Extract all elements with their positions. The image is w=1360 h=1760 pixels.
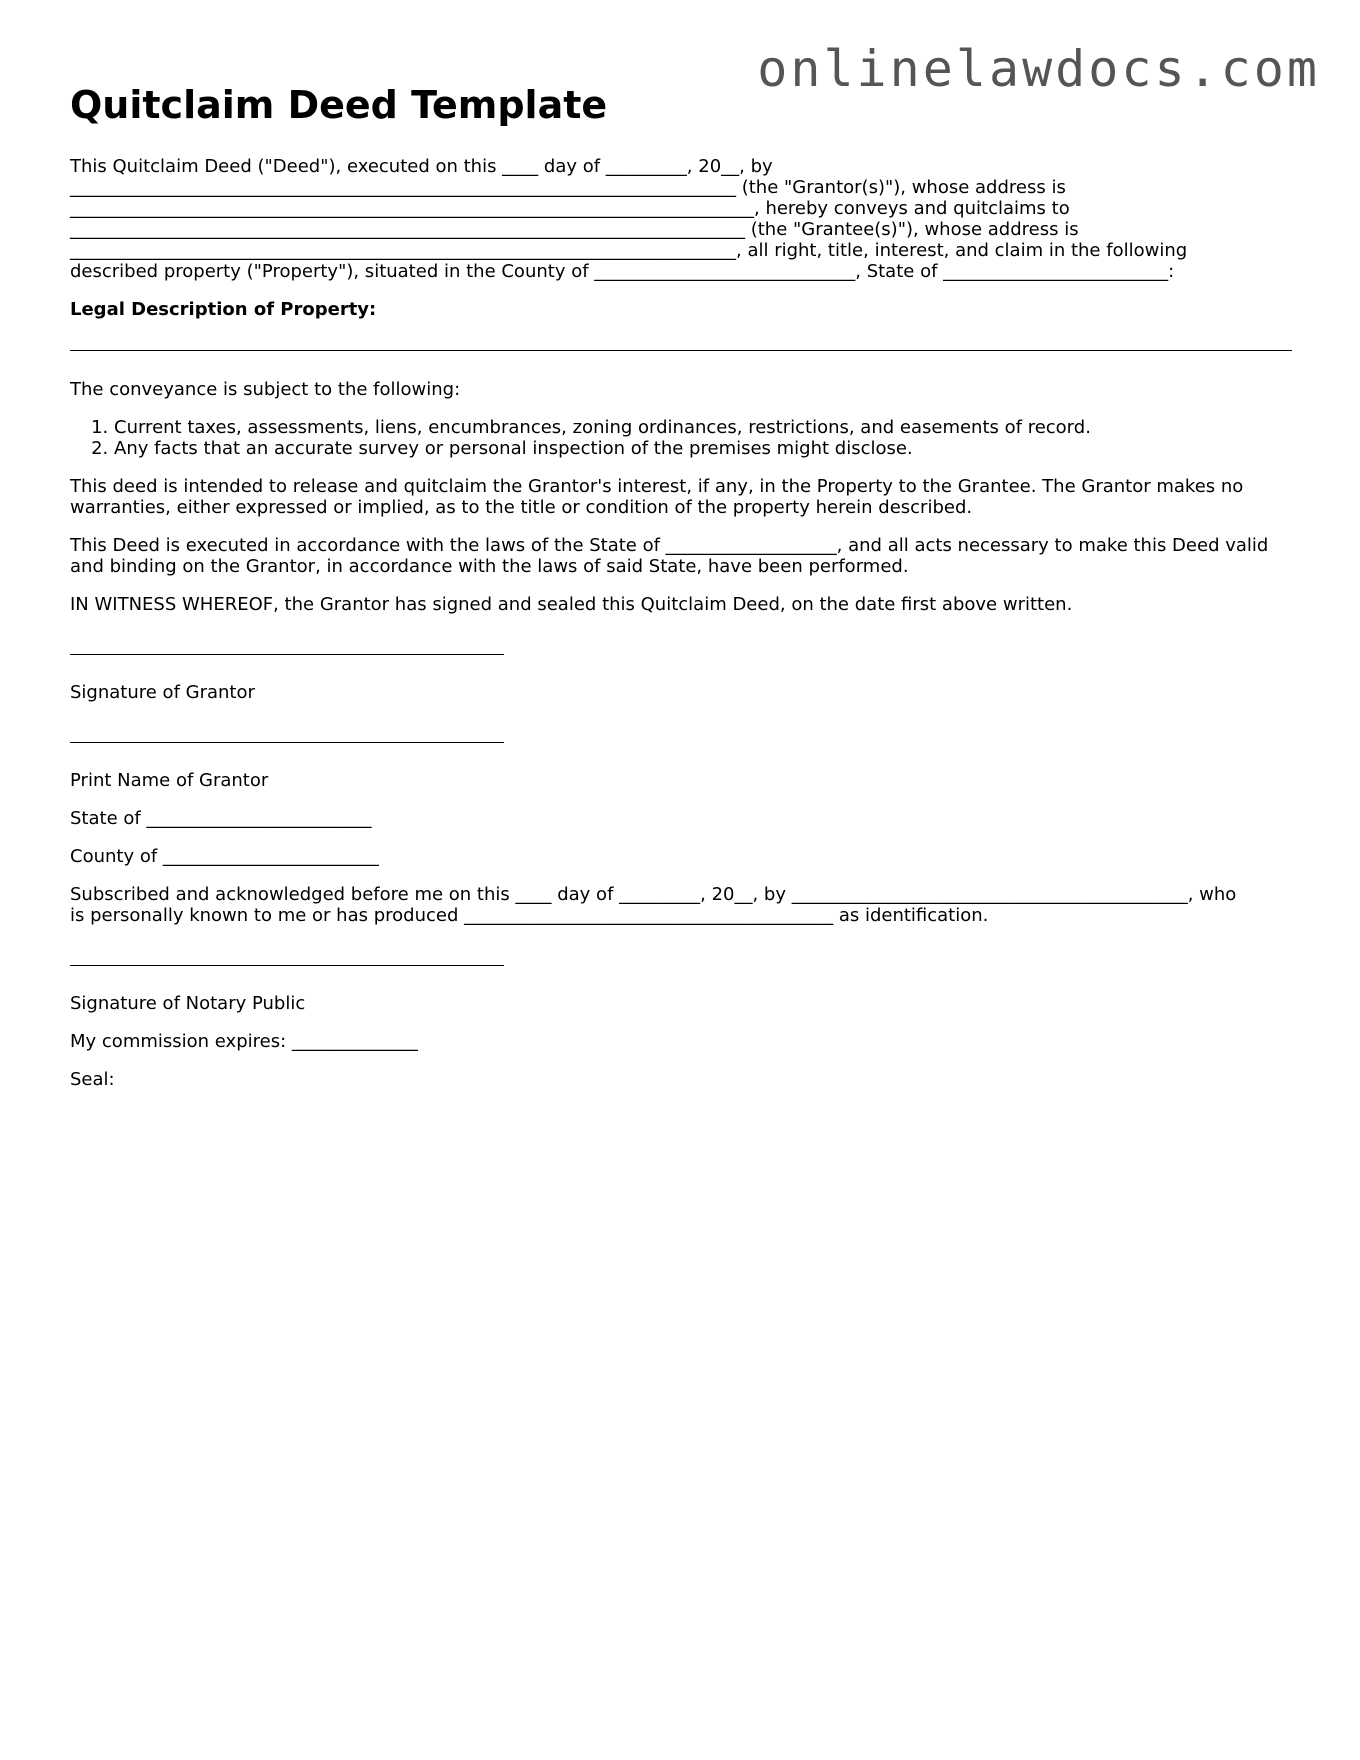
grantor-signature-label: Signature of Grantor — [70, 682, 255, 703]
opening-line: This Quitclaim Deed ("Deed"), executed on this ____ day of _________, 20__, by — [70, 156, 773, 177]
subscribed-line: is personally known to me or has produced _________________________________________ as identification. — [70, 905, 989, 926]
opening-line: ____________________________________________________________________________, hereby conveys and quitclaims to — [70, 198, 1070, 219]
commission-expires-field: My commission expires: ______________ — [70, 1031, 418, 1052]
legal-description-line — [70, 350, 1292, 351]
county-field: County of ________________________ — [70, 846, 379, 867]
document-page — [70, 82, 1292, 1107]
conditions-list — [70, 417, 1292, 459]
watermark: onlinelawdocs.com — [757, 40, 1320, 98]
condition-item: 1. Current taxes, assessments, liens, encumbrances, zoning ordinances, restrictions, and easements of record. — [114, 417, 1292, 438]
notary-signature-line — [70, 965, 504, 966]
witness-paragraph: IN WITNESS WHEREOF, the Grantor has signed and sealed this Quitclaim Deed, on the date first above written. — [70, 594, 1073, 615]
opening-line: described property ("Property"), situated in the County of _____________________________, State of _________________________: — [70, 261, 1175, 282]
laws-line: This Deed is executed in accordance with the laws of the State of ___________________, and all acts necessary to make this Deed valid — [70, 535, 1269, 556]
subscribed-paragraph — [70, 884, 1292, 926]
print-name-label: Print Name of Grantor — [70, 770, 269, 791]
subscribed-line: Subscribed and acknowledged before me on this ____ day of _________, 20__, by ____________________________________________, who — [70, 884, 1237, 905]
laws-line: and binding on the Grantor, in accordance with the laws of said State, have been performed. — [70, 556, 909, 577]
grantor-print-name-line — [70, 742, 504, 743]
notary-signature-label: Signature of Notary Public — [70, 993, 306, 1014]
opening-line: ___________________________________________________________________________ (the "Grantee(s)"), whose address is — [70, 219, 1079, 240]
condition-item: 2. Any facts that an accurate survey or personal inspection of the premises might disclose. — [114, 438, 1292, 459]
opening-line: __________________________________________________________________________ (the "Grantor(s)"), whose address is — [70, 177, 1066, 198]
legal-description-heading: Legal Description of Property: — [70, 299, 377, 320]
opening-line: __________________________________________________________________________, all right, title, interest, and claim in the following — [70, 240, 1188, 261]
seal-label: Seal: — [70, 1069, 115, 1090]
grantor-signature-line — [70, 654, 504, 655]
conveyance-intro: The conveyance is subject to the following: — [70, 379, 461, 400]
release-line: warranties, either expressed or implied, as to the title or condition of the property herein described. — [70, 497, 973, 518]
state-field: State of _________________________ — [70, 808, 372, 829]
release-line: This deed is intended to release and quitclaim the Grantor's interest, if any, in the Property to the Grantee. The Grantor makes no — [70, 476, 1244, 497]
laws-paragraph — [70, 535, 1292, 577]
release-paragraph — [70, 476, 1292, 518]
opening-paragraph — [70, 156, 1292, 282]
document-title: Quitclaim Deed Template — [70, 83, 608, 127]
